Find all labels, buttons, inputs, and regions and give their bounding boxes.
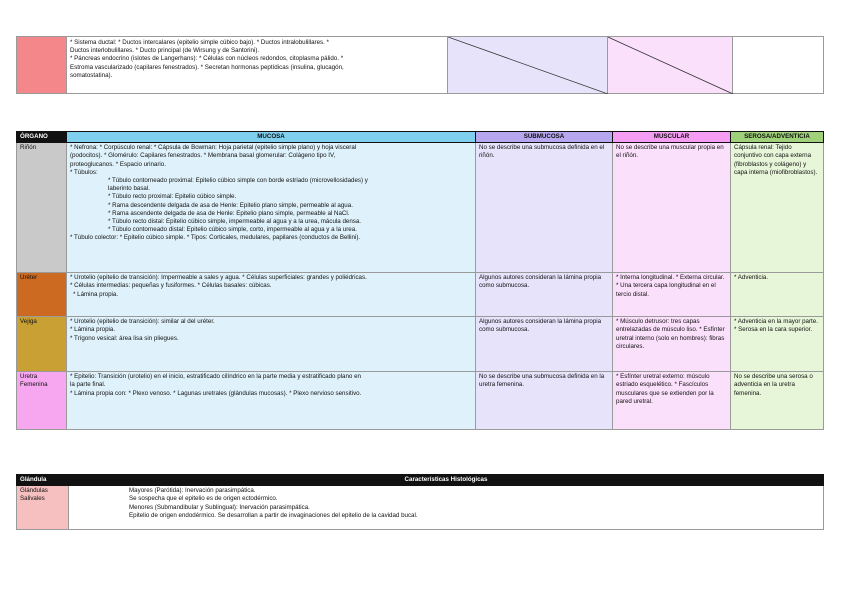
organ-kidney: Riñón xyxy=(17,143,67,273)
bladder-mucosa xyxy=(67,317,476,372)
header-gland: Glándula xyxy=(17,475,69,486)
pancreas-line: Ductos interlobulillares. * Ducto principal (de Wirsung y de Santorini). xyxy=(70,47,260,55)
kidney-muscular: No se describe una muscular propia en el riñón. xyxy=(613,143,731,273)
bladder-mucosa-line: * Lámina propia. xyxy=(70,326,116,334)
kidney-mucosa-line: * Túbulo colector: * Epitelio cúbico simple. * Tipos: Corticales, medulares, papilares (conductos de Bellini). xyxy=(70,234,361,242)
kidney-mucosa-line: * Nefrona: * Corpúsculo renal: * Cápsula de Bowman: Hoja parietal (epitelio simple plano) y hoja visceral xyxy=(70,144,357,152)
kidney-serosa: Cápsula renal: Tejido conjuntivo con capa externa (fibroblastos y colágeno) y capa interna (miofibroblastos). xyxy=(731,143,824,273)
kidney-mucosa-line: * Túbulo contorneado distal: Epitelio cúbico simple, corto, impermeable al agua y a la urea. xyxy=(108,226,357,234)
ureter-submucosa: Algunos autores consideran la lámina propia como submucosa. xyxy=(476,273,613,317)
ureter-serosa: * Adventicia. xyxy=(731,273,824,317)
urethra-mucosa-line: la parte final. xyxy=(70,381,106,389)
header-serosa: SEROSA/ADVENTICIA xyxy=(731,132,824,143)
salivary-line: Mayores (Parótida): Inervación parasimpática. xyxy=(129,487,256,495)
submucosa-empty-cell xyxy=(448,37,608,94)
header-muscular: MUSCULAR xyxy=(613,132,731,143)
urethra-muscular: * Esfínter uretral externo: músculo estriado esquelético. * Fascículos musculares que se extienden por la pared uretral. xyxy=(613,372,731,430)
header-submucosa: SUBMUCOSA xyxy=(476,132,613,143)
urethra-serosa: No se describe una serosa o adventicia en la uretra femenina. xyxy=(731,372,824,430)
kidney-mucosa-line: * Túbulo recto proximal: Epitelio cúbico simple. xyxy=(108,193,237,201)
salivary-characteristics xyxy=(69,486,824,530)
urinary-table xyxy=(16,131,824,430)
bladder-mucosa-line: * Urotelio (epitelio de transición): similar al del uréter. xyxy=(70,318,215,326)
organ-cell xyxy=(17,37,67,94)
ureter-muscular: * Interna longitudinal. * Externa circular. * Una tercera capa longitudinal en el tercio distal. xyxy=(613,273,731,317)
diagonal-strike xyxy=(448,37,608,94)
salivary-line: Menores (Submandibular y Sublingual): Inervación parasimpática. xyxy=(129,503,310,511)
pancreas-line: Estroma vascularizado (capilares fenestrados). * Secretan hormonas peptídicas (insulina, glucagón, xyxy=(70,63,344,71)
header-organ: ÓRGANO xyxy=(17,132,67,143)
organ-bladder: Vejiga xyxy=(17,317,67,372)
urethra-submucosa: No se describe una submucosa definida en la uretra femenina. xyxy=(476,372,613,430)
pancreas-mucosa-cell xyxy=(67,37,448,94)
organ-salivary-glands: Glándulas Salivales xyxy=(17,486,69,530)
header-mucosa: MUCOSA xyxy=(67,132,476,143)
muscular-empty-cell xyxy=(608,37,733,94)
pancreas-continuation-table xyxy=(16,36,824,94)
organ-female-urethra: Uretra Femenina xyxy=(17,372,67,430)
ureter-mucosa-line: * Células intermedias: pequeñas y fusiformes. * Células basales: cúbicas. xyxy=(70,282,272,290)
ureter-mucosa-line: * Lámina propia. xyxy=(73,290,119,298)
kidney-mucosa-line: (podocitos). * Glomérulo: Capilares fenestrados. * Membrana basal glomerular: Colágeno tipo IV, xyxy=(70,152,336,160)
organ-ureter: Uréter xyxy=(17,273,67,317)
urethra-mucosa-line: * Lámina propia con: * Plexo venoso. * Lagunas uretrales (glándulas mucosas). * Plexo nervioso sensitivo. xyxy=(70,389,362,397)
urethra-mucosa-line: * Epitelio: Transición (urotelio) en el inicio, estratificado cilíndrico en la parte media y estratificado plano en xyxy=(70,373,361,381)
kidney-mucosa-line: * Rama ascendente delgada de asa de Henle: Epitelio plano simple, permeable al NaCl. xyxy=(108,209,350,217)
kidney-mucosa-line: * Túbulo recto distal: Epitelio cúbico simple, impermeable al agua y a la urea, mácula densa. xyxy=(108,218,362,226)
salivary-line: Se sospecha que el epitelio es de origen ectodérmico. xyxy=(129,495,278,503)
urethra-mucosa xyxy=(67,372,476,430)
bladder-submucosa: Algunos autores consideran la lámina propia como submucosa. xyxy=(476,317,613,372)
ureter-mucosa xyxy=(67,273,476,317)
kidney-mucosa xyxy=(67,143,476,273)
kidney-mucosa-line: * Rama descendente delgada de asa de Henle: Epitelio plano simple, permeable al agua. xyxy=(108,201,353,209)
diagonal-strike xyxy=(608,37,733,94)
pancreas-line: * Sistema ductal: * Ductos intercalares (epitelio simple cúbico bajo). * Ductos intralobulillares. * xyxy=(70,39,329,46)
header-characteristics: Características Histológicas xyxy=(69,475,824,486)
bladder-muscular: * Músculo detrusor: tres capas entrelazadas de músculo liso. * Esfínter uretral interno (solo en hombres): fibras circulares. xyxy=(613,317,731,372)
kidney-mucosa-line: * Túbulo contorneado proximal: Epitelio cúbico simple con borde estriado (microvellosidades) y xyxy=(108,177,368,185)
gland-table xyxy=(16,474,824,530)
bladder-mucosa-line: * Trígono vesical: área lisa sin pliegues. xyxy=(70,334,179,342)
kidney-mucosa-line: * Túbulos: xyxy=(70,168,98,176)
kidney-mucosa-line: laberinto basal. xyxy=(108,185,150,193)
pancreas-line: somatostatina). xyxy=(70,71,113,79)
serosa-empty-cell xyxy=(733,37,824,94)
kidney-mucosa-line: proteoglucanos. * Espacio urinario. xyxy=(70,160,166,168)
salivary-line: Epitelio de origen endodérmico. Se desarrollan a partir de invaginaciones del epitelio de la cavidad bucal. xyxy=(129,511,418,519)
kidney-submucosa: No se describe una submucosa definida en el riñón. xyxy=(476,143,613,273)
pancreas-line: * Páncreas endocrino (islotes de Langerhans): * Células con núcleos redondos, citoplasma pálido. * xyxy=(70,55,344,63)
bladder-serosa: * Adventicia en la mayor parte. * Serosa en la cara superior. xyxy=(731,317,824,372)
ureter-mucosa-line: * Urotelio (epitelio de transición): Impermeable a sales y agua. * Células superficiales: grandes y poliédricas. xyxy=(70,274,367,282)
